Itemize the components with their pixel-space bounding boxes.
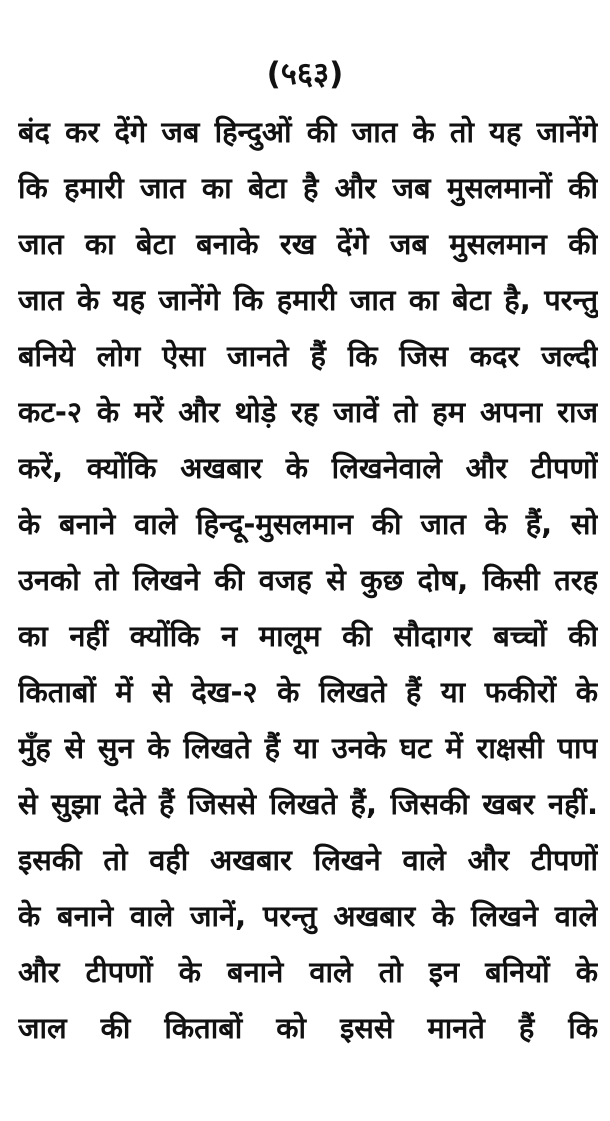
text-line: के बनाने वाले हिन्दू-मुसलमान की जात के हैं, सो [18, 507, 598, 541]
body-text [18, 104, 598, 1056]
text-line: किताबों में से देख-२ के लिखते हैं या फकीरों के [18, 675, 598, 709]
text-line: जात के यह जानेंगे कि हमारी जात का बेटा है, परन्तु [18, 283, 598, 317]
text-line: बनिये लोग ऐसा जानते हैं कि जिस कदर जल्दी [18, 339, 598, 373]
text-line: इसकी तो वही अखबार लिखने वाले और टीपणों [18, 843, 598, 877]
text-line: से सुझा देते हैं जिससे लिखते हैं, जिसकी खबर नहीं. [18, 787, 598, 821]
text-line: मुँह से सुन के लिखते हैं या उनके घट में राक्षसी पाप [18, 731, 598, 765]
page-number: (५६३) [266, 56, 344, 92]
text-line: का नहीं क्योंकि न मालूम की सौदागर बच्चों की [18, 619, 598, 653]
text-line: उनको तो लिखने की वजह से कुछ दोष, किसी तरह [18, 563, 598, 597]
text-line: जात का बेटा बनाके रख देंगे जब मुसलमान की [18, 227, 598, 261]
text-line: जाल की किताबों को इससे मानते हैं कि [18, 1011, 598, 1045]
text-line: और टीपणों के बनाने वाले तो इन बनियों के [18, 955, 598, 989]
text-line: करें, क्योंकि अखबार के लिखनेवाले और टीपणों [18, 451, 598, 485]
text-line: कट-२ के मरें और थोड़े रह जावें तो हम अपना राज [18, 395, 598, 429]
text-line: के बनाने वाले जानें, परन्तु अखबार के लिखने वाले [18, 899, 598, 933]
text-line: बंद कर देंगे जब हिन्दुओं की जात के तो यह जानेंगे [18, 115, 598, 149]
text-line: कि हमारी जात का बेटा है और जब मुसलमानों की [18, 171, 598, 205]
